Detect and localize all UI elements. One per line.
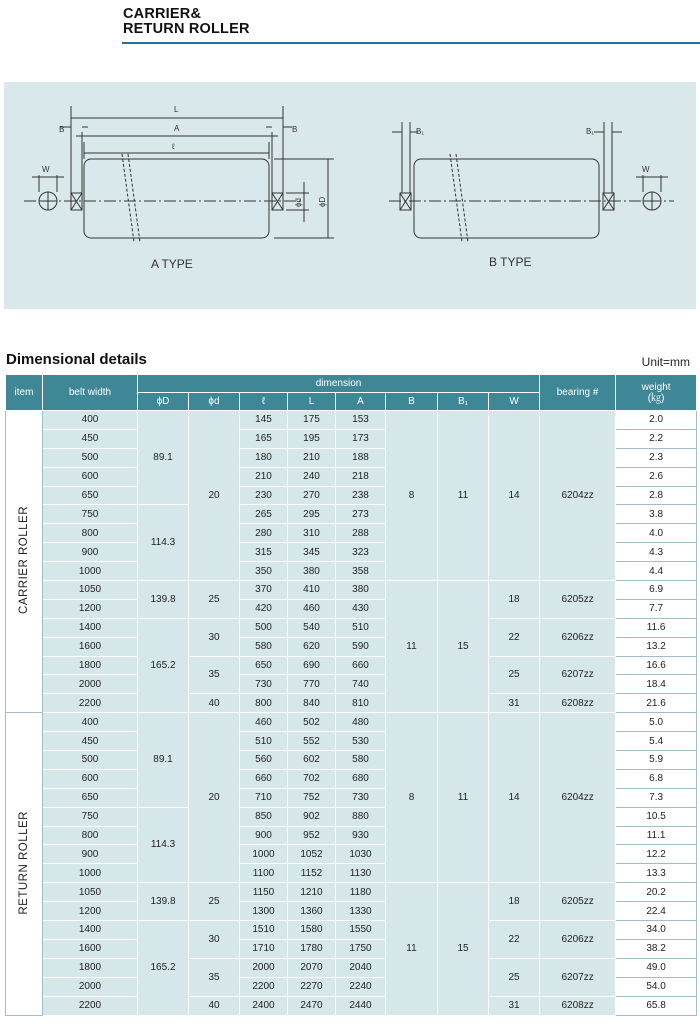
l-cell: 710 [240,788,288,807]
belt-width-cell: 2200 [43,694,138,713]
l-cell: 230 [240,486,288,505]
belt-width-cell: 1050 [43,883,138,902]
weight-cell: 18.4 [616,675,697,694]
bearing-cell: 6207zz [540,958,616,996]
weight-cell: 7.3 [616,788,697,807]
belt-width-cell: 1000 [43,562,138,581]
weight-cell: 20.2 [616,883,697,902]
bearing-cell: 6205zz [540,581,616,619]
belt-width-cell: 600 [43,467,138,486]
l-cell: 2400 [240,996,288,1015]
b1-cell: 11 [438,411,489,581]
phid-cell: 20 [189,713,240,883]
title-line-1: CARRIER& [123,6,202,22]
diagram-label-B1-left: B₁ [416,127,425,136]
a-cell: 1550 [336,921,386,940]
phid-cell: 30 [189,921,240,959]
l-cell: 460 [288,599,336,618]
phid-cell: 165.2 [138,921,189,1015]
a-cell: 153 [336,411,386,430]
a-cell: 480 [336,713,386,732]
diagram-label-A: A [174,124,180,133]
return-roller-row [6,996,697,1015]
a-cell: 510 [336,618,386,637]
l-cell: 1300 [240,902,288,921]
phid-cell: 165.2 [138,618,189,712]
phid-cell: 40 [189,996,240,1015]
phid-cell: 35 [189,656,240,694]
weight-cell: 34.0 [616,921,697,940]
weight-cell: 2.3 [616,448,697,467]
l-cell: 660 [240,769,288,788]
a-cell: 740 [336,675,386,694]
belt-width-cell: 1400 [43,921,138,940]
weight-cell: 4.0 [616,524,697,543]
w-cell: 14 [489,411,540,581]
a-type-label: A TYPE [151,257,193,271]
l-cell: 380 [288,562,336,581]
b-type-label: B TYPE [489,255,532,269]
weight-cell: 38.2 [616,939,697,958]
belt-width-cell: 1200 [43,902,138,921]
bearing-cell: 6206zz [540,921,616,959]
l-cell: 420 [240,599,288,618]
l-cell: 2470 [288,996,336,1015]
w-cell: 25 [489,958,540,996]
l-cell: 295 [288,505,336,524]
w-cell: 18 [489,883,540,921]
carrier-roller-row [6,618,697,637]
return-roller-row [6,713,697,732]
b-cell: 8 [386,713,438,883]
w-cell: 22 [489,921,540,959]
a-cell: 1750 [336,939,386,958]
belt-width-cell: 2000 [43,675,138,694]
header-B: B [386,393,438,411]
l-cell: 1000 [240,845,288,864]
header-L: L [288,393,336,411]
header-belt-width: belt width [43,375,138,411]
b1-cell: 15 [438,883,489,1015]
phid-cell: 35 [189,958,240,996]
l-cell: 502 [288,713,336,732]
l-cell: 315 [240,543,288,562]
l-cell: 620 [288,637,336,656]
l-cell: 560 [240,751,288,770]
phid-cell: 25 [189,581,240,619]
weight-cell: 2.0 [616,411,697,430]
belt-width-cell: 750 [43,807,138,826]
a-cell: 730 [336,788,386,807]
belt-width-cell: 400 [43,411,138,430]
a-cell: 580 [336,751,386,770]
belt-width-cell: 1000 [43,864,138,883]
phid-cell: 139.8 [138,581,189,619]
belt-width-cell: 600 [43,769,138,788]
l-cell: 310 [288,524,336,543]
l-cell: 210 [288,448,336,467]
item-label: RETURN ROLLER [17,810,30,915]
l-cell: 900 [240,826,288,845]
bearing-cell: 6206zz [540,618,616,656]
weight-cell: 10.5 [616,807,697,826]
l-cell: 552 [288,732,336,751]
b-cell: 8 [386,411,438,581]
l-cell: 702 [288,769,336,788]
l-cell: 410 [288,581,336,600]
phid-cell: 114.3 [138,505,189,581]
belt-width-cell: 900 [43,845,138,864]
belt-width-cell: 1800 [43,958,138,977]
belt-width-cell: 1800 [43,656,138,675]
l-cell: 580 [240,637,288,656]
item-label: CARRIER ROLLER [17,506,30,615]
phid-cell: 30 [189,618,240,656]
w-cell: 31 [489,996,540,1015]
header-B1: B₁ [438,393,489,411]
header-weight-unit: (㎏) [647,392,665,404]
l-cell: 1510 [240,921,288,940]
weight-cell: 2.6 [616,467,697,486]
weight-cell: 7.7 [616,599,697,618]
l-cell: 2000 [240,958,288,977]
b-cell: 11 [386,581,438,713]
diagram-label-l: ℓ [172,142,175,151]
weight-cell: 11.1 [616,826,697,845]
a-cell: 1030 [336,845,386,864]
b-cell: 11 [386,883,438,1015]
belt-width-cell: 400 [43,713,138,732]
a-cell: 173 [336,429,386,448]
header-phid: ϕd [189,393,240,411]
phid-cell: 20 [189,411,240,581]
a-cell: 380 [336,581,386,600]
phid-cell: 139.8 [138,883,189,921]
l-cell: 1100 [240,864,288,883]
weight-cell: 4.4 [616,562,697,581]
weight-cell: 22.4 [616,902,697,921]
weight-cell: 2.8 [616,486,697,505]
l-cell: 2070 [288,958,336,977]
l-cell: 2200 [240,977,288,996]
l-cell: 265 [240,505,288,524]
item-cell [6,411,43,713]
weight-cell: 12.2 [616,845,697,864]
phid-cell: 89.1 [138,713,189,807]
l-cell: 730 [240,675,288,694]
belt-width-cell: 650 [43,788,138,807]
l-cell: 345 [288,543,336,562]
a-cell: 590 [336,637,386,656]
phid-cell: 40 [189,694,240,713]
title-underline [122,42,700,44]
a-cell: 1330 [336,902,386,921]
l-cell: 370 [240,581,288,600]
bearing-cell: 6204zz [540,411,616,581]
a-cell: 680 [336,769,386,788]
l-cell: 540 [288,618,336,637]
l-cell: 240 [288,467,336,486]
l-cell: 270 [288,486,336,505]
l-cell: 175 [288,411,336,430]
l-cell: 2270 [288,977,336,996]
weight-cell: 13.3 [616,864,697,883]
belt-width-cell: 1600 [43,939,138,958]
phid-cell: 89.1 [138,411,189,505]
diagram-label-W-b: W [642,165,650,174]
l-cell: 1152 [288,864,336,883]
l-cell: 1580 [288,921,336,940]
weight-cell: 5.4 [616,732,697,751]
l-cell: 1780 [288,939,336,958]
a-cell: 810 [336,694,386,713]
a-cell: 273 [336,505,386,524]
l-cell: 1210 [288,883,336,902]
a-cell: 880 [336,807,386,826]
carrier-roller-row [6,411,697,430]
l-cell: 195 [288,429,336,448]
a-cell: 2240 [336,977,386,996]
header-item: item [6,375,43,411]
l-cell: 210 [240,467,288,486]
diagram-label-B1-right: B₁ [586,127,595,136]
weight-cell: 3.8 [616,505,697,524]
l-cell: 500 [240,618,288,637]
diagram-label-B-left: B [59,125,65,134]
phid-cell: 114.3 [138,807,189,883]
carrier-roller-row [6,581,697,600]
unit-label: Unit=mm [641,355,690,369]
header-weight-label: weight [641,381,671,393]
a-cell: 2040 [336,958,386,977]
b1-cell: 15 [438,581,489,713]
bearing-cell: 6205zz [540,883,616,921]
belt-width-cell: 500 [43,448,138,467]
diagram-label-W-a: W [42,165,50,174]
weight-cell: 4.3 [616,543,697,562]
l-cell: 1052 [288,845,336,864]
weight-cell: 21.6 [616,694,697,713]
l-cell: 1710 [240,939,288,958]
l-cell: 752 [288,788,336,807]
a-cell: 530 [336,732,386,751]
l-cell: 510 [240,732,288,751]
belt-width-cell: 1400 [43,618,138,637]
w-cell: 14 [489,713,540,883]
diagram-label-phid: ϕd [294,198,303,207]
return-roller-row [6,883,697,902]
w-cell: 22 [489,618,540,656]
header-A: A [336,393,386,411]
belt-width-cell: 2000 [43,977,138,996]
diagram-label-phiD: ϕD [318,196,327,207]
belt-width-cell: 1200 [43,599,138,618]
w-cell: 31 [489,694,540,713]
header-phiD: ϕD [138,393,189,411]
a-cell: 1130 [336,864,386,883]
l-cell: 280 [240,524,288,543]
header-W: W [489,393,540,411]
item-cell [6,713,43,1015]
title-line-2: RETURN ROLLER [123,21,250,37]
roller-diagram [4,82,696,309]
a-cell: 188 [336,448,386,467]
weight-cell: 6.9 [616,581,697,600]
l-cell: 1360 [288,902,336,921]
roller-drawing [4,82,696,309]
header-l: ℓ [240,393,288,411]
carrier-roller-row [6,694,697,713]
carrier-roller-row [6,656,697,675]
belt-width-cell: 1600 [43,637,138,656]
bearing-cell: 6208zz [540,996,616,1015]
dimension-table [5,374,697,1016]
a-cell: 660 [336,656,386,675]
belt-width-cell: 450 [43,429,138,448]
l-cell: 1150 [240,883,288,902]
w-cell: 18 [489,581,540,619]
header-dimension: dimension [138,375,540,393]
a-cell: 323 [336,543,386,562]
bearing-cell: 6207zz [540,656,616,694]
a-cell: 238 [336,486,386,505]
belt-width-cell: 1050 [43,581,138,600]
bearing-cell: 6208zz [540,694,616,713]
l-cell: 902 [288,807,336,826]
a-cell: 288 [336,524,386,543]
l-cell: 770 [288,675,336,694]
belt-width-cell: 450 [43,732,138,751]
b1-cell: 11 [438,713,489,883]
section-title: Dimensional details [6,351,147,368]
l-cell: 165 [240,429,288,448]
belt-width-cell: 800 [43,826,138,845]
l-cell: 460 [240,713,288,732]
a-cell: 430 [336,599,386,618]
return-roller-row [6,921,697,940]
belt-width-cell: 650 [43,486,138,505]
l-cell: 180 [240,448,288,467]
weight-cell: 65.8 [616,996,697,1015]
return-roller-row [6,958,697,977]
l-cell: 602 [288,751,336,770]
l-cell: 800 [240,694,288,713]
a-cell: 358 [336,562,386,581]
belt-width-cell: 750 [43,505,138,524]
l-cell: 650 [240,656,288,675]
a-cell: 930 [336,826,386,845]
b-type-roller-body [414,159,599,238]
weight-cell: 6.8 [616,769,697,788]
a-cell: 2440 [336,996,386,1015]
page-title [123,7,250,37]
weight-cell: 49.0 [616,958,697,977]
l-cell: 690 [288,656,336,675]
l-cell: 850 [240,807,288,826]
belt-width-cell: 900 [43,543,138,562]
diagram-label-B-right: B [292,125,298,134]
l-cell: 840 [288,694,336,713]
weight-cell: 54.0 [616,977,697,996]
weight-cell: 13.2 [616,637,697,656]
belt-width-cell: 2200 [43,996,138,1015]
weight-cell: 11.6 [616,618,697,637]
weight-cell: 5.9 [616,751,697,770]
l-cell: 952 [288,826,336,845]
header-weight [616,375,697,411]
a-type-roller-body [84,159,269,238]
l-cell: 350 [240,562,288,581]
belt-width-cell: 800 [43,524,138,543]
weight-cell: 16.6 [616,656,697,675]
l-cell: 145 [240,411,288,430]
bearing-cell: 6204zz [540,713,616,883]
a-cell: 1180 [336,883,386,902]
weight-cell: 5.0 [616,713,697,732]
w-cell: 25 [489,656,540,694]
belt-width-cell: 500 [43,751,138,770]
weight-cell: 2.2 [616,429,697,448]
a-cell: 218 [336,467,386,486]
table-body [6,411,697,1016]
header-bearing: bearing # [540,375,616,411]
phid-cell: 25 [189,883,240,921]
diagram-label-L: L [174,105,179,114]
